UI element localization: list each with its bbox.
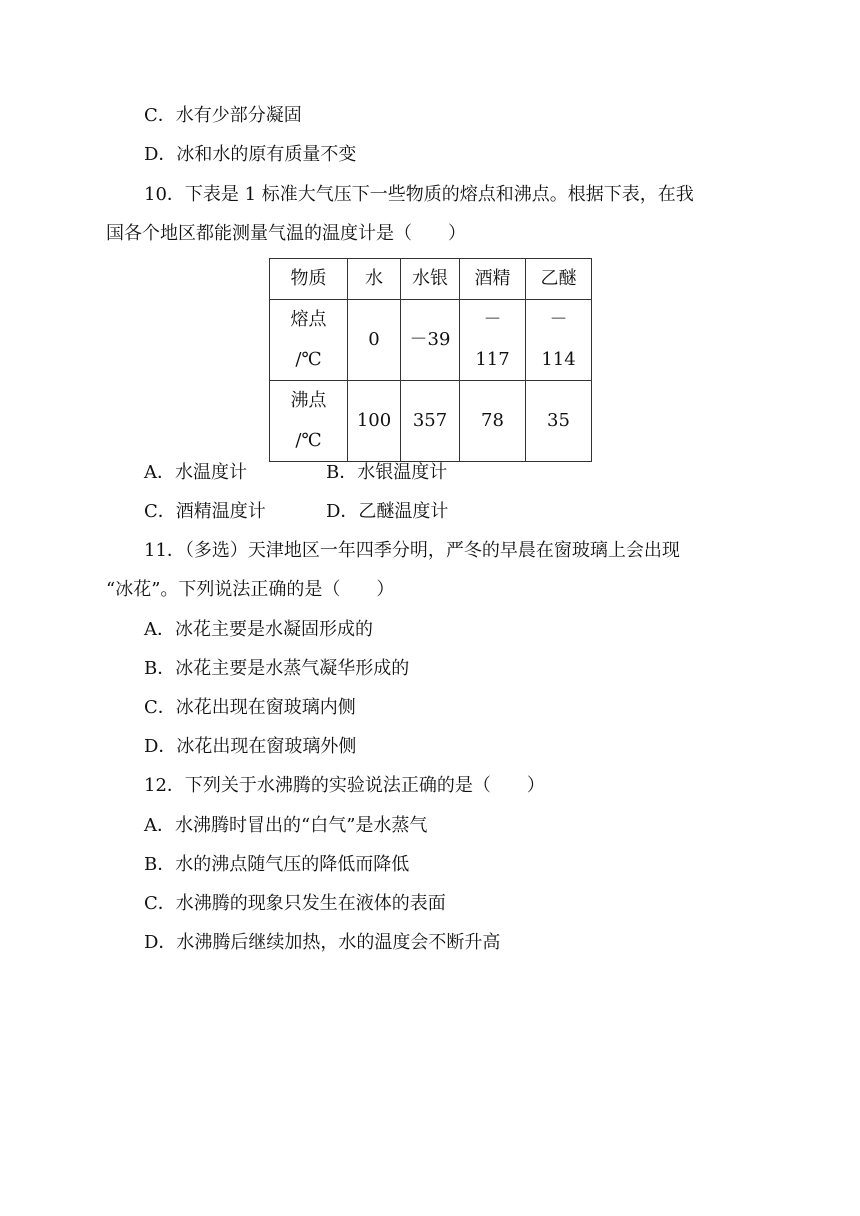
table-cell <box>526 300 592 381</box>
q12-option-b: B．水的沸点随气压的降低而降低 <box>144 854 410 875</box>
table-header-row <box>270 259 592 300</box>
table-cell <box>401 300 460 381</box>
melting-value-sign: － <box>483 309 502 330</box>
melting-value: 114 <box>541 349 576 370</box>
header-cell: 物质 <box>270 259 348 300</box>
q10-option-a: A．水温度计 <box>144 462 247 483</box>
melting-value: －39 <box>409 329 451 350</box>
q10-option-d: D．乙醚温度计 <box>326 501 449 522</box>
melting-unit: /℃ <box>295 349 322 370</box>
q11-stem-line2: “冰花”。下列说法正确的是（ ） <box>106 579 395 600</box>
header-cell: 酒精 <box>460 259 526 300</box>
melting-value: 117 <box>475 349 510 370</box>
melting-label: 熔点 <box>290 309 327 330</box>
table-row-melting <box>270 300 592 381</box>
table-cell <box>348 300 401 381</box>
q12-option-a: A．水沸腾时冒出的“白气”是水蒸气 <box>144 815 428 836</box>
q12-option-d: D．水沸腾后继续加热，水的温度会不断升高 <box>144 932 501 953</box>
q9-option-c: C．水有少部分凝固 <box>144 105 302 126</box>
header-cell: 水银 <box>401 259 460 300</box>
q10-stem-line1: 10．下表是 1 标准大气压下一些物质的熔点和沸点。根据下表，在我 <box>144 184 694 205</box>
q10-stem-line2: 国各个地区都能测量气温的温度计是（ ） <box>106 223 466 244</box>
q11-option-c: C．冰花出现在窗玻璃内侧 <box>144 697 356 718</box>
table-cell <box>460 300 526 381</box>
table-cell: 78 <box>460 381 526 462</box>
table-cell: 35 <box>526 381 592 462</box>
q9-option-d: D．冰和水的原有质量不变 <box>144 144 357 165</box>
boiling-label-cell <box>270 381 348 462</box>
melting-value-sign: － <box>549 309 568 330</box>
melting-value: 0 <box>368 329 380 350</box>
boiling-label: 沸点 <box>290 390 327 411</box>
q10-option-c: C．酒精温度计 <box>144 501 266 522</box>
table-cell: 100 <box>348 381 401 462</box>
header-cell: 乙醚 <box>526 259 592 300</box>
q10-option-b: B．水银温度计 <box>326 462 448 483</box>
table-cell: 357 <box>401 381 460 462</box>
q11-option-b: B．冰花主要是水蒸气凝华形成的 <box>144 658 410 679</box>
properties-table <box>269 258 592 462</box>
q11-option-a: A．冰花主要是水凝固形成的 <box>144 619 373 640</box>
q11-stem-line1: 11．（多选）天津地区一年四季分明，严冬的早晨在窗玻璃上会出现 <box>144 540 680 561</box>
boiling-unit: /℃ <box>295 430 322 451</box>
melting-label-cell <box>270 300 348 381</box>
q11-option-d: D．冰花出现在窗玻璃外侧 <box>144 736 357 757</box>
q12-stem: 12．下列关于水沸腾的实验说法正确的是（ ） <box>144 775 545 796</box>
q12-option-c: C．水沸腾的现象只发生在液体的表面 <box>144 893 446 914</box>
table-row-boiling <box>270 381 592 462</box>
header-cell: 水 <box>348 259 401 300</box>
